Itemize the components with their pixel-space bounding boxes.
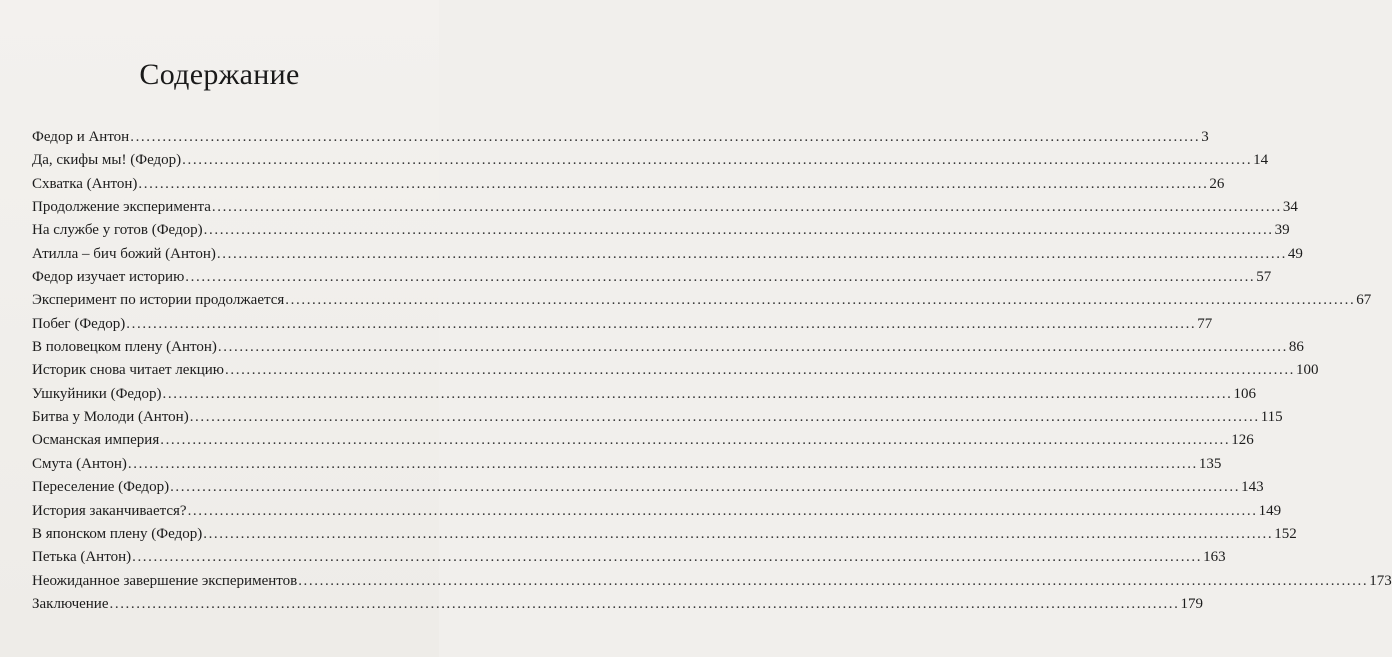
- toc-entry-page-number: 143: [1241, 479, 1264, 496]
- toc-entry-page-number: 3: [1201, 129, 1209, 145]
- toc-entry: [32, 196, 1298, 219]
- toc-entry-title: Побег (Федор): [32, 315, 126, 332]
- toc-entry: [32, 219, 1290, 242]
- toc-leader-dots: ........................................................................................................................................................................................................: [182, 152, 1253, 169]
- toc-entry-title: Битва у Молоди (Антон): [32, 409, 189, 426]
- toc-entry-title: В половецком плену (Антон): [32, 339, 217, 356]
- toc-entry-page-number: 39: [1274, 222, 1290, 239]
- toc-entry-page-number: 163: [1203, 549, 1226, 566]
- toc-entry-page-number: 135: [1198, 455, 1222, 472]
- toc-entry-page-number: 115: [1260, 409, 1283, 426]
- toc-entry: [32, 546, 1226, 569]
- toc-entry-title: История заканчивается?: [32, 502, 187, 519]
- toc-entry-title: Заключение: [32, 595, 109, 612]
- toc-entry-page-number: 67: [1356, 292, 1372, 309]
- toc-entry-page-number: 179: [1180, 595, 1203, 612]
- toc-entry: [32, 289, 1372, 312]
- toc-leader-dots: ........................................................................................................................................................................................................: [189, 409, 1260, 426]
- toc-entry: [32, 126, 1209, 149]
- toc-entry-title: Да, скифы мы! (Федор): [32, 152, 182, 169]
- toc-leader-dots: ........................................................................................................................................................................................................: [211, 199, 1282, 216]
- toc-entry-page-number: 173: [1369, 572, 1392, 589]
- toc-entry-page-number: 149: [1258, 502, 1282, 519]
- toc-leader-dots: ........................................................................................................................................................................................................: [138, 175, 1209, 192]
- toc-leader-dots: ........................................................................................................................................................................................................: [185, 269, 1256, 286]
- toc-leader-dots: ........................................................................................................................................................................................................: [217, 339, 1288, 356]
- toc-entry: [32, 523, 1297, 546]
- toc-leader-dots: ........................................................................................................................................................................................................: [216, 245, 1287, 262]
- page-title: Содержание: [139, 58, 300, 91]
- toc-leader-dots: ........................................................................................................................................................................................................: [132, 549, 1203, 566]
- toc-entry: [32, 383, 1257, 406]
- toc-leader-dots: ........................................................................................................................................................................................................: [109, 595, 1180, 612]
- toc-entry: [32, 359, 1319, 382]
- toc-entry-title: Схватка (Антон): [32, 175, 138, 192]
- toc-entry-page-number: 106: [1233, 385, 1257, 402]
- toc-entry: [32, 173, 1225, 196]
- toc-entry-page-number: 14: [1253, 152, 1269, 169]
- toc-entry: [32, 429, 1254, 452]
- toc-leader-dots: ........................................................................................................................................................................................................: [285, 292, 1356, 309]
- toc-entry-title: Петька (Антон): [32, 549, 132, 566]
- toc-leader-dots: ........................................................................................................................................................................................................: [187, 502, 1258, 519]
- toc-entry-title: Смута (Антон): [32, 455, 127, 472]
- toc-entry: [32, 149, 1269, 172]
- toc-entry-title: Историк снова читает лекцию: [32, 362, 225, 379]
- toc-entry-page-number: 57: [1256, 269, 1272, 286]
- toc-entry-page-number: 77: [1197, 315, 1213, 332]
- toc-entry-title: Атилла – бич божий (Антон): [32, 245, 216, 262]
- toc-entry-page-number: 152: [1274, 525, 1297, 542]
- toc-leader-dots: ........................................................................................................................................................................................................: [126, 315, 1197, 332]
- toc-entry: [32, 500, 1282, 523]
- toc-entry-title: Неожиданное завершение экспериментов: [32, 572, 298, 589]
- toc-entry-page-number: 100: [1296, 362, 1319, 379]
- toc-entry: [32, 243, 1303, 266]
- toc-entry-title: В японском плену (Федор): [32, 525, 203, 542]
- toc-entry-title: Ушкуйники (Федор): [32, 385, 162, 402]
- toc-entry: [32, 453, 1222, 476]
- toc-entry-page-number: 26: [1209, 175, 1225, 192]
- toc-entry-page-number: 86: [1288, 339, 1304, 356]
- toc-entry: [32, 313, 1213, 336]
- toc-entry: [32, 406, 1283, 429]
- toc-entry-title: Федор и Антон: [32, 129, 130, 145]
- toc-leader-dots: ........................................................................................................................................................................................................: [225, 362, 1296, 379]
- toc-leader-dots: ........................................................................................................................................................................................................: [298, 572, 1369, 589]
- toc-leader-dots: ........................................................................................................................................................................................................: [203, 222, 1274, 239]
- toc-entry-page-number: 49: [1287, 245, 1303, 262]
- toc-entry-title: Османская империя: [32, 432, 160, 449]
- toc-leader-dots: ........................................................................................................................................................................................................: [203, 525, 1274, 542]
- toc-entry-title: Продолжение эксперимента: [32, 199, 211, 216]
- toc-entry: [32, 476, 1264, 499]
- toc-entry-page-number: 126: [1231, 432, 1254, 449]
- toc-entry: [32, 593, 1203, 616]
- toc-entry-title: Федор изучает историю: [32, 269, 185, 286]
- toc-leader-dots: ........................................................................................................................................................................................................: [130, 129, 1201, 145]
- toc-entry-title: Эксперимент по истории продолжается: [32, 292, 285, 309]
- toc-entry-title: На службе у готов (Федор): [32, 222, 203, 239]
- toc-entry: [32, 266, 1272, 289]
- toc-entry-title: Переселение (Федор): [32, 479, 170, 496]
- toc-entry-page-number: 34: [1282, 199, 1298, 216]
- toc-leader-dots: ........................................................................................................................................................................................................: [170, 479, 1241, 496]
- table-of-contents: [32, 126, 1392, 616]
- toc-leader-dots: ........................................................................................................................................................................................................: [162, 385, 1233, 402]
- toc-entry: [32, 570, 1392, 593]
- toc-leader-dots: ........................................................................................................................................................................................................: [160, 432, 1231, 449]
- toc-leader-dots: ........................................................................................................................................................................................................: [127, 455, 1198, 472]
- toc-entry: [32, 336, 1304, 359]
